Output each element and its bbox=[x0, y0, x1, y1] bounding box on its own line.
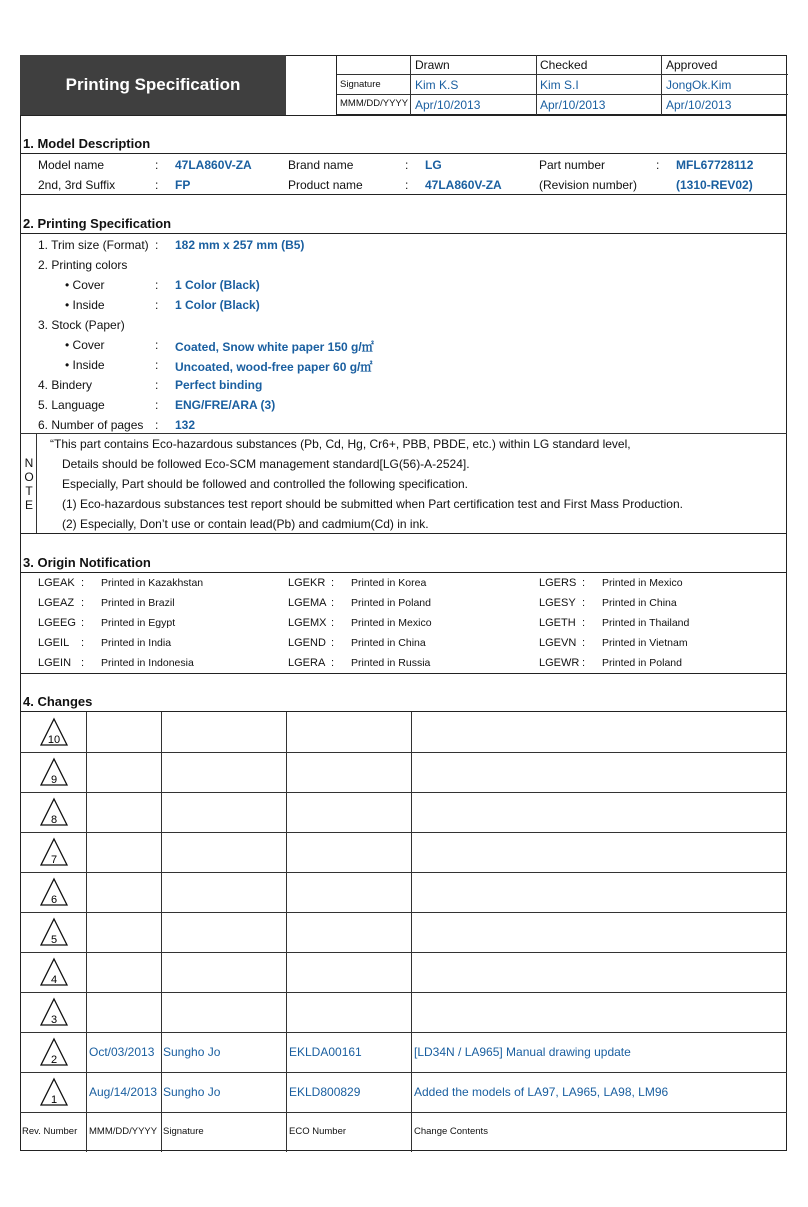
revision-value: (1310-REV02) bbox=[676, 178, 753, 192]
origin-country: Printed in Mexico bbox=[351, 617, 432, 629]
product-label: Product name bbox=[288, 178, 363, 192]
printing-section-title: 2. Printing Specification bbox=[23, 216, 172, 231]
revision-triangle-icon bbox=[39, 877, 69, 907]
part-value: MFL67728112 bbox=[676, 158, 754, 172]
bindery-label: 4. Bindery bbox=[38, 378, 93, 392]
trim-label: 1. Trim size (Format) bbox=[38, 238, 149, 252]
checked-header: Checked bbox=[540, 58, 588, 72]
pages-value: 132 bbox=[175, 418, 196, 432]
language-label: 5. Language bbox=[38, 398, 105, 412]
footer-change-contents: Change Contents bbox=[414, 1126, 488, 1137]
note-letter-o: O bbox=[24, 470, 34, 484]
stock-label: 3. Stock (Paper) bbox=[38, 318, 125, 332]
product-value: 47LA860V-ZA bbox=[425, 178, 502, 192]
origin-code: LGEEG bbox=[38, 617, 76, 629]
revision-number: 1 bbox=[50, 1094, 58, 1106]
origin-country: Printed in Poland bbox=[351, 597, 431, 609]
brand-value: LG bbox=[425, 158, 442, 172]
revision-triangle-icon bbox=[39, 757, 69, 787]
origin-code: LGETH bbox=[539, 617, 576, 629]
change-eco: EKLDA00161 bbox=[289, 1045, 362, 1059]
revision-triangle-icon bbox=[39, 1037, 69, 1067]
change-signature: Sungho Jo bbox=[163, 1045, 221, 1059]
origin-code: LGEAZ bbox=[38, 597, 75, 609]
note-line-2: Details should be followed Eco-SCM management standard[LG(56)-A-2524]. bbox=[62, 457, 470, 471]
origin-country: Printed in Egypt bbox=[101, 617, 176, 629]
cover-stock-label: • Cover bbox=[65, 338, 105, 352]
origin-code: LGERS bbox=[539, 577, 577, 589]
revision-number: 7 bbox=[50, 854, 58, 866]
drawn-date: Apr/10/2013 bbox=[415, 98, 481, 112]
approved-date: Apr/10/2013 bbox=[666, 98, 732, 112]
origin-code: LGESY bbox=[539, 597, 576, 609]
origin-code: LGERA bbox=[288, 657, 326, 669]
bindery-value: Perfect binding bbox=[175, 378, 263, 392]
note-letter-e: E bbox=[24, 498, 33, 512]
change-contents: [LD34N / LA965] Manual drawing update bbox=[414, 1045, 631, 1059]
brand-label: Brand name bbox=[288, 158, 354, 172]
changes-section-title: 4. Changes bbox=[23, 694, 93, 709]
checked-signature: Kim S.I bbox=[540, 78, 579, 92]
inside-stock-label: • Inside bbox=[65, 358, 105, 372]
change-signature: Sungho Jo bbox=[163, 1085, 221, 1099]
revision-triangle-icon bbox=[39, 917, 69, 947]
cover-stock-value: Coated, Snow white paper 150 g/㎡ bbox=[175, 340, 374, 354]
note-letter-t: T bbox=[25, 484, 33, 498]
origin-code: LGEIN bbox=[38, 657, 72, 669]
origin-country: Printed in Indonesia bbox=[101, 657, 194, 669]
note-line-1: “This part contains Eco-hazardous substances (Pb, Cd, Hg, Cr6+, PBB, PBDE, etc.) within LG standard level, bbox=[50, 437, 631, 451]
trim-value: 182 mm x 257 mm (B5) bbox=[175, 238, 305, 252]
inside-stock-value: Uncoated, wood-free paper 60 g/㎡ bbox=[175, 360, 373, 374]
checked-date: Apr/10/2013 bbox=[540, 98, 606, 112]
revision-number: 6 bbox=[50, 894, 58, 906]
revision-triangle-icon bbox=[39, 957, 69, 987]
footer-eco-number: ECO Number bbox=[289, 1126, 347, 1137]
signature-table bbox=[336, 55, 787, 115]
model-name-value: 47LA860V-ZA bbox=[175, 158, 252, 172]
change-contents: Added the models of LA97, LA965, LA98, LM96 bbox=[414, 1085, 669, 1099]
footer-signature: Signature bbox=[163, 1126, 204, 1137]
revision-triangle-icon bbox=[39, 997, 69, 1027]
cover-color-label: • Cover bbox=[65, 278, 105, 292]
signature-label: Signature bbox=[340, 79, 381, 90]
drawn-header: Drawn bbox=[415, 58, 450, 72]
origin-country: Printed in Russia bbox=[351, 657, 431, 669]
origin-code: LGEMA bbox=[288, 597, 327, 609]
revision-triangle-icon bbox=[39, 837, 69, 867]
origin-code: LGEAK bbox=[38, 577, 75, 589]
date-label: MMM/DD/YYYY bbox=[340, 98, 409, 109]
origin-country: Printed in Poland bbox=[602, 657, 682, 669]
origin-code: LGEWR bbox=[539, 657, 580, 669]
part-label: Part number bbox=[539, 158, 606, 172]
approved-signature: JongOk.Kim bbox=[666, 78, 732, 92]
revision-number: 5 bbox=[50, 934, 58, 946]
drawn-signature: Kim K.S bbox=[415, 78, 459, 92]
language-value: ENG/FRE/ARA (3) bbox=[175, 398, 276, 412]
colors-label: 2. Printing colors bbox=[38, 258, 128, 272]
suffix-label: 2nd, 3rd Suffix bbox=[38, 178, 116, 192]
origin-country: Printed in Korea bbox=[351, 577, 427, 589]
inside-color-value: 1 Color (Black) bbox=[175, 298, 260, 312]
suffix-value: FP bbox=[175, 178, 191, 192]
origin-code: LGEND bbox=[288, 637, 326, 649]
revision-triangle-icon bbox=[39, 717, 69, 747]
revision-triangle-icon bbox=[39, 1077, 69, 1107]
origin-country: Printed in Brazil bbox=[101, 597, 175, 609]
note-line-3: Especially, Part should be followed and controlled the following specification. bbox=[62, 477, 469, 491]
revision-triangle-icon bbox=[39, 797, 69, 827]
origin-country: Printed in China bbox=[351, 637, 426, 649]
origin-code: LGEIL bbox=[38, 637, 70, 649]
footer-rev-number: Rev. Number bbox=[22, 1126, 78, 1137]
revision-label: (Revision number) bbox=[539, 178, 638, 192]
revision-number: 4 bbox=[50, 974, 58, 986]
note-line-5: (2) Especially, Don’t use or contain lead(Pb) and cadmium(Cd) in ink. bbox=[62, 517, 429, 531]
revision-number: 10 bbox=[47, 734, 61, 746]
note-line-4: (1) Eco-hazardous substances test report should be submitted when Part certification test and First Mass Production. bbox=[62, 497, 683, 511]
origin-code: LGEVN bbox=[539, 637, 577, 649]
origin-country: Printed in Thailand bbox=[602, 617, 690, 629]
approved-header: Approved bbox=[666, 58, 718, 72]
pages-label: 6. Number of pages bbox=[38, 418, 144, 432]
change-date: Aug/14/2013 bbox=[89, 1085, 158, 1099]
page-title: Printing Specification bbox=[20, 55, 286, 115]
origin-country: Printed in Vietnam bbox=[602, 637, 688, 649]
origin-section-title: 3. Origin Notification bbox=[23, 555, 151, 570]
origin-country: Printed in India bbox=[101, 637, 172, 649]
origin-country: Printed in Kazakhstan bbox=[101, 577, 204, 589]
change-eco: EKLD800829 bbox=[289, 1085, 361, 1099]
cover-color-value: 1 Color (Black) bbox=[175, 278, 260, 292]
revision-number: 3 bbox=[50, 1014, 58, 1026]
note-letter-n: N bbox=[24, 456, 34, 470]
change-date: Oct/03/2013 bbox=[89, 1045, 155, 1059]
origin-code: LGEMX bbox=[288, 617, 327, 629]
origin-country: Printed in Mexico bbox=[602, 577, 683, 589]
revision-number: 8 bbox=[50, 814, 58, 826]
model-section-title: 1. Model Description bbox=[23, 136, 151, 151]
origin-code: LGEKR bbox=[288, 577, 326, 589]
revision-number: 2 bbox=[50, 1054, 58, 1066]
revision-number: 9 bbox=[50, 774, 58, 786]
footer-date: MMM/DD/YYYY bbox=[89, 1126, 158, 1137]
model-name-label: Model name bbox=[38, 158, 105, 172]
inside-color-label: • Inside bbox=[65, 298, 105, 312]
origin-country: Printed in China bbox=[602, 597, 677, 609]
